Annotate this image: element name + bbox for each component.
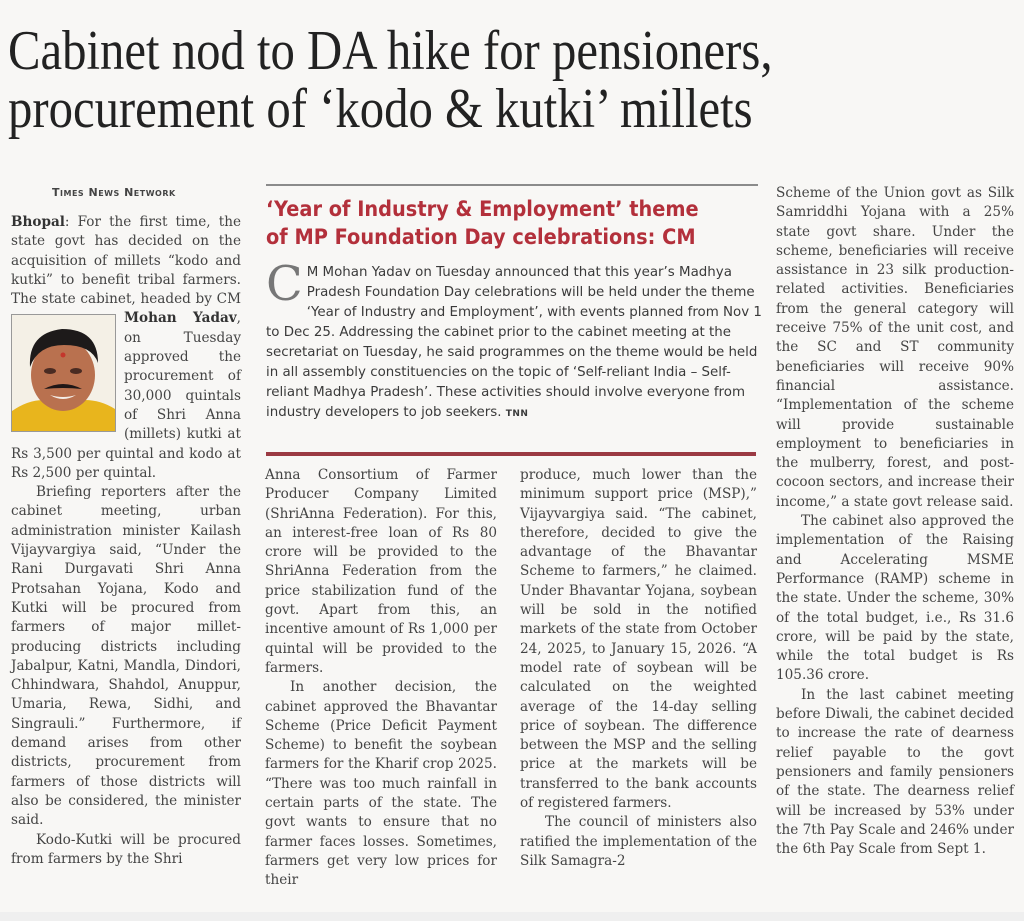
cm-name: Mohan Yadav <box>124 310 237 327</box>
paragraph: In another decision, the cabinet approved the Bhavantar Scheme (Price Deficit Payment Scheme) to benefit the soybean farmers for the Kharif crop 2025. “There was too much rainfall in certain parts of the state. The govt wants to ensure that no farmer faces losses. Sometimes, farmers get very low prices for their <box>265 679 497 889</box>
article-column-3 <box>265 466 497 891</box>
paragraph: Scheme of the Union govt as Silk Samriddhi Yojana with a 25% state govt share. Under the scheme, beneficiaries will receive assistance in 23 silk production-related activities. Beneficiaries from the general category will receive 75% of the unit cost, and the SC and ST community beneficiaries will receive 90% financial assistance. “Implementation of the scheme will provide sustainable employment to beneficiaries in the mulberry, forest, and post-cocoon sectors, and increase their income,” a state govt release said. <box>776 185 1014 510</box>
box-bottom-rule <box>266 452 756 456</box>
box-headline-line-2: of MP Foundation Day celebrations: CM <box>266 225 696 250</box>
drop-cap: C <box>266 256 303 312</box>
lead-text: : For the first time, the state govt has decided on the acquisition of millets “kodo and kutki” to benefit tribal farmers. The state cabinet, headed by CM <box>11 214 241 308</box>
dateline: Bhopal <box>11 214 65 230</box>
paragraph: The council of ministers also ratified the implementation of the Silk Samagra-2 <box>520 814 757 869</box>
paragraph: In the last cabinet meeting before Diwali, the cabinet decided to increase the rate of dearness relief payable to the govt pensioners and family pensioners of the state. The dearness relief will be increased by 53% under the 7th Pay Scale and 246% under the 6th Pay Scale from Sept 1. <box>776 686 1014 858</box>
byline: Times News Network <box>52 186 176 199</box>
article-column-4 <box>520 466 757 871</box>
portrait-photo-icon <box>12 315 115 431</box>
paragraph: Anna Consortium of Farmer Producer Company Limited (ShriAnna Federation). For this, an interest-free loan of Rs 80 crore will be provided to the ShriAnna Federation from the price stabilization fund of the govt. Apart from this, an incentive amount of Rs 1,000 per quintal will be provided to the farmers. <box>265 467 497 676</box>
paragraph: produce, much lower than the minimum support price (MSP),” Vijayvargiya said. “The cabinet, therefore, decided to give the advantage of the Bhavantar Scheme to farmers,” he claimed. Under Bhavantar Yojana, soybean will be sold in the notified markets of the state from October 24, 2025, to January 15, 2026. “A model rate of soybean will be calculated on the weighted average of the 14-day selling price of soybean. The difference between the MSP and the selling price at the markets will be transferred to the bank accounts of registered farmers. <box>520 467 757 812</box>
paragraph: Briefing reporters after the cabinet meeting, urban administration minister Kailash Vijayvargiya said, “Under the Rani Durgavati Shri Anna Protsahan Yojana, Kodo and Kutki will be procured from farmers of major millet-producing districts including Jabalpur, Katni, Mandla, Dindori, Chhindwara, Shahdol, Anuppur, Umaria, Rewa, Sidhi, and Singrauli.” Furthermore, if demand arises from other districts, procurement from farmers of those districts will also be considered, the minister said. <box>11 484 241 829</box>
headline-line-2: procurement of ‘kodo & kutki’ millets <box>8 78 753 140</box>
box-top-rule <box>266 184 758 186</box>
box-headline-line-1: ‘Year of Industry & Employment’ theme <box>266 197 699 222</box>
box-text: M Mohan Yadav on Tuesday announced that this year’s Madhya Pradesh Foundation Day celebrations will be held under the theme ‘Year of Industry and Employment’, with events planned from Nov 1 to Dec 25. Addressing the cabinet prior to the cabinet meeting at the secretariat on Tuesday, he said programmes on the theme would be held in all assembly constituencies on the topic of ‘Self-reliant India – Self-reliant Madhya Pradesh’. These activities should involve everyone from industry developers to job seekers. <box>266 265 762 420</box>
agency-credit: TNN <box>505 409 529 419</box>
paragraph: The cabinet also approved the implementation of the Raising and Accelerating MSME Performance (RAMP) scheme in the state. Under the scheme, 30% of the total budget, i.e., Rs 31.6 crore, will be paid by the state, while the total budget is Rs 105.36 crore. <box>776 513 1014 684</box>
cm-portrait-photo <box>11 314 116 432</box>
box-body <box>266 256 766 424</box>
headline-line-1: Cabinet nod to DA hike for pensioners, <box>8 20 773 82</box>
article-column-1 <box>11 213 241 869</box>
lead-paragraph <box>11 213 241 483</box>
paragraph: Kodo-Kutki will be procured from farmers by the Shri <box>11 831 241 867</box>
box-headline <box>266 196 712 252</box>
lead-text-2: , on Tuesday approved the procurement of 30,000 quintals of Shri Anna (millets) kutki at Rs 3,500 per quintal and kodo at Rs 2,500 per quintal. <box>11 310 241 481</box>
article-column-5 <box>776 184 1014 859</box>
main-headline <box>8 22 887 138</box>
bottom-edge <box>0 912 1024 921</box>
